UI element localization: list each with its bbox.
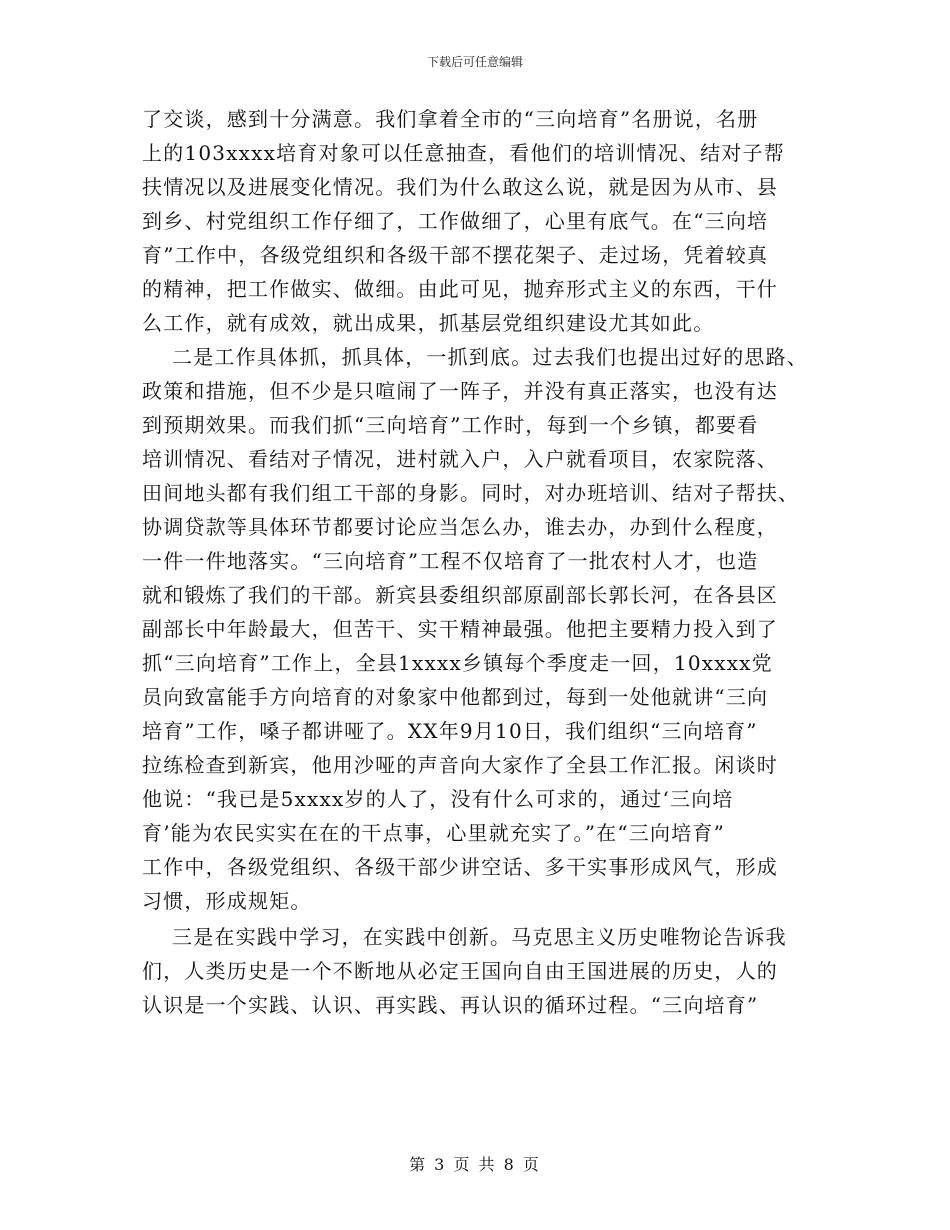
page-header: 下载后可任意编辑 bbox=[426, 55, 523, 69]
paragraph-start-line: 二是工作具体抓，抓具体，一抓到底。过去我们也提出过好的思路、 bbox=[172, 345, 808, 369]
text-line: 抓“三向培育”工作上，全县1xxxx乡镇每个季度走一回，10xxxx党 bbox=[142, 651, 773, 675]
text-line: 育”工作中，各级党组织和各级干部不摆花架子、走过场，凭着较真 bbox=[142, 243, 769, 267]
text-line: 认识是一个实践、认识、再实践、再认识的循环过程。“三向培育” bbox=[142, 993, 759, 1017]
page-footer: 第 3 页 共 8 页 bbox=[409, 1155, 541, 1174]
text-line: 员向致富能手方向培育的对象家中他都到过，每到一处他就讲“三向 bbox=[142, 685, 769, 709]
text-line: 就和锻炼了我们的干部。新宾县委组织部原副部长郭长河，在各县区 bbox=[142, 583, 778, 607]
text-line: 副部长中年龄最大，但苦干、实干精神最强。他把主要精力投入到了 bbox=[142, 617, 778, 641]
text-line: 一件一件地落实。“三向培育”工程不仅培育了一批农村人才，也造 bbox=[142, 549, 759, 573]
text-line: 拉练检查到新宾，他用沙哑的声音向大家作了全县工作汇报。闲谈时 bbox=[142, 753, 778, 777]
text-line: 上的103xxxx培育对象可以任意抽查，看他们的培训情况、结对子帮 bbox=[142, 141, 785, 165]
text-line: 田间地头都有我们组工干部的身影。同时，对办班培训、结对子帮扶、 bbox=[142, 481, 800, 505]
text-line: 培育”工作，嗓子都讲哑了。XX年9月10日，我们组织“三向培育” bbox=[142, 719, 758, 743]
text-line: 育’能为农民实实在在的干点事，心里就充实了。”在“三向培育” bbox=[142, 821, 726, 845]
text-line: 到乡、村党组织工作仔细了，工作做细了，心里有底气。在“三向培 bbox=[142, 209, 769, 233]
text-line: 了交谈，感到十分满意。我们拿着全市的“三向培育”名册说，名册 bbox=[142, 107, 759, 131]
text-line: 他说：“我已是5xxxx岁的人了，没有什么可求的，通过‘三向培 bbox=[142, 787, 734, 811]
text-line: 到预期效果。而我们抓“三向培育”工作时，每到一个乡镇，都要看 bbox=[142, 413, 759, 437]
text-line: 习惯，形成规矩。 bbox=[142, 889, 312, 913]
text-line: 工作中，各级党组织、各级干部少讲空话、多干实事形成风气，形成 bbox=[142, 855, 778, 879]
text-line: 协调贷款等具体环节都要讨论应当怎么办，谁去办，办到什么程度， bbox=[142, 515, 778, 539]
paragraph-start-line: 三是在实践中学习，在实践中创新。马克思主义历史唯物论告诉我 bbox=[172, 925, 787, 949]
text-line: 们，人类历史是一个不断地从必定王国向自由王国进展的历史，人的 bbox=[142, 959, 778, 983]
text-line: 培训情况、看结对子情况，进村就入户，入户就看项目，农家院落、 bbox=[142, 447, 778, 471]
text-line: 政策和措施，但不少是只喧闹了一阵子，并没有真正落实，也没有达 bbox=[142, 379, 778, 403]
text-line: 扶情况以及进展变化情况。我们为什么敢这么说，就是因为从市、县 bbox=[142, 175, 778, 199]
text-line: 么工作，就有成效，就出成果，抓基层党组织建设尤其如此。 bbox=[142, 311, 715, 335]
text-line: 的精神，把工作做实、做细。由此可见，抛弃形式主义的东西，干什 bbox=[142, 277, 778, 301]
